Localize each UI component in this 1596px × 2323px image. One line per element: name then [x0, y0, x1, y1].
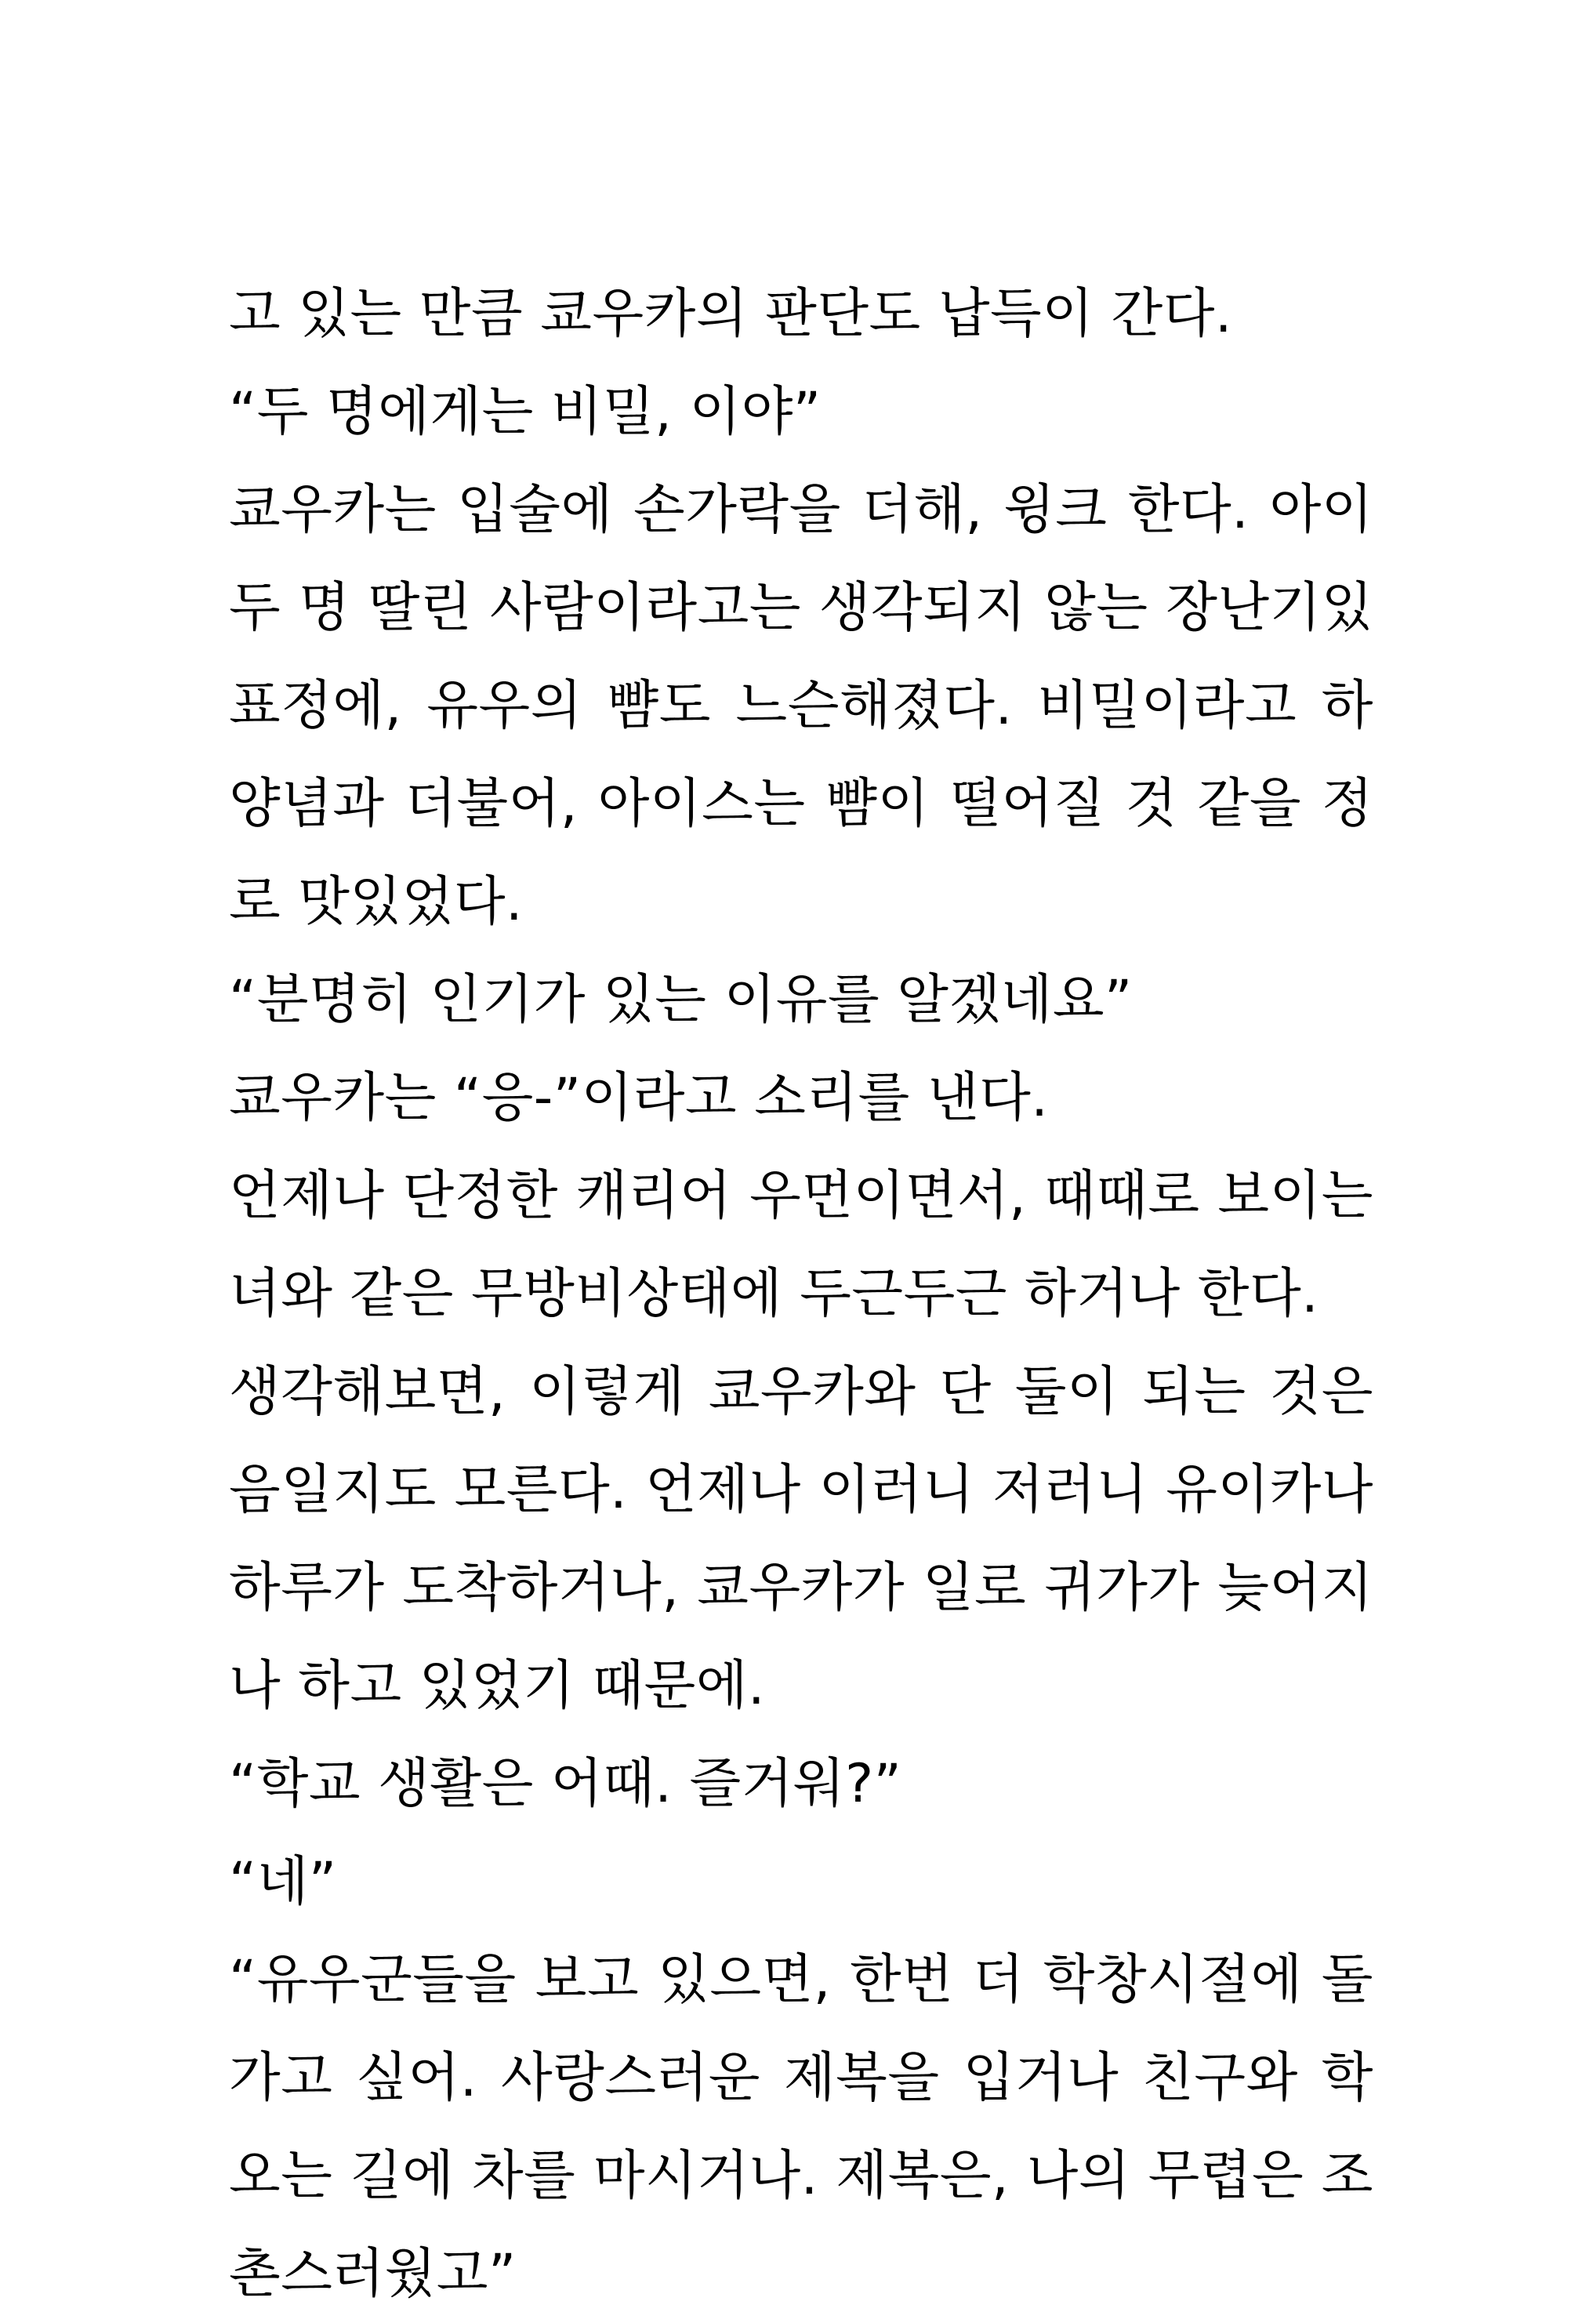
text-line-9: 쿄우카는 “응-”이라고 소리를 낸다.	[229, 1067, 1049, 1129]
text-line-15: 나 하고 있었기 때문에.	[229, 1655, 766, 1717]
text-line-6: 양념과 더불어, 아이스는 뺨이 떨어질 것 같을 정	[229, 773, 1373, 835]
text-line-17: “네”	[229, 1851, 337, 1913]
text-line-20: 오는 길에 차를 마시거나. 제복은, 나의 무렵은 조	[229, 2145, 1373, 2207]
text-line-2: “두 명에게는 비밀, 이야”	[229, 381, 822, 443]
text-line-1: 고 있는 만큼 쿄우카의 판단도 납득이 간다.	[229, 283, 1233, 345]
text-line-4: 두 명 딸린 사람이라고는 생각되지 않는 장난기있	[229, 577, 1373, 639]
text-line-8: “분명히 인기가 있는 이유를 알겠네요”	[229, 969, 1133, 1031]
text-line-16: “학교 생활은 어때. 즐거워?”	[229, 1753, 902, 1815]
text-line-12: 생각해보면, 이렇게 쿄우카와 단 둘이 되는 것은	[229, 1361, 1373, 1423]
text-line-21: 촌스러웠고”	[229, 2243, 517, 2305]
text-line-13: 음일지도 모른다. 언제나 이러니 저러니 유이카나	[229, 1459, 1373, 1521]
text-line-10: 언제나 단정한 캐리어 우먼이면서, 때때로 보이는	[229, 1165, 1373, 1227]
body-text	[229, 265, 1373, 2323]
text-line-19: 가고 싶어. 사랑스러운 제복을 입거나 친구와 학	[229, 2047, 1373, 2109]
text-line-5: 표정에, 유우의 뺨도 느슨해졌다. 비밀이라고 하	[229, 675, 1373, 737]
text-line-11: 녀와 같은 무방비상태에 두근두근 하거나 한다.	[229, 1263, 1319, 1325]
text-line-3: 쿄우카는 입술에 손가락을 더해, 윙크 한다. 아이	[229, 479, 1373, 541]
text-line-7: 로 맛있었다.	[229, 871, 524, 933]
text-line-14: 하루가 도착하거나, 쿄우카가 일로 귀가가 늦어지	[229, 1557, 1373, 1619]
text-line-18: “유우군들을 보고 있으면, 한번 더 학창시절에 돌	[229, 1949, 1373, 2011]
